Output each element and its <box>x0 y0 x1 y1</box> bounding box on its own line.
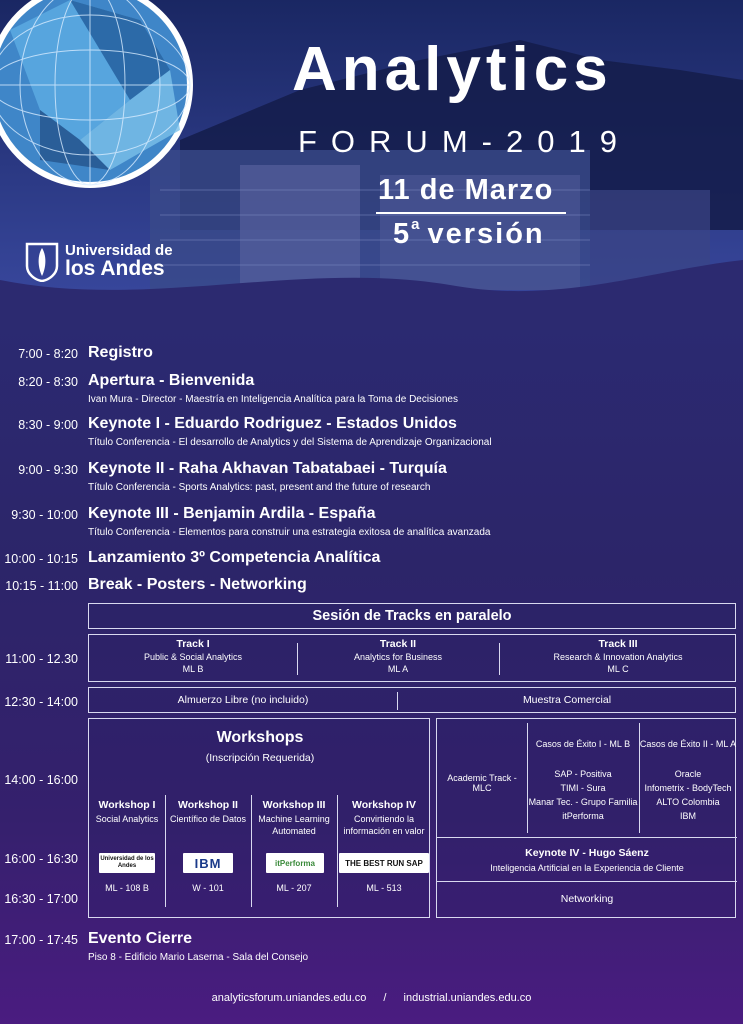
panel-hsep <box>437 837 737 838</box>
keynote-4-title: Keynote IV - Hugo Sáenz <box>525 847 649 859</box>
workshops-note: (Inscripción Requerida) <box>205 752 315 764</box>
track-desc: Public & Social Analytics <box>143 652 243 662</box>
agenda-time: 8:30 - 9:00 <box>18 418 78 432</box>
panel-hsep <box>437 881 737 882</box>
agenda-title: Break - Posters - Networking <box>88 576 307 593</box>
workshop-time: 14:00 - 16:00 <box>4 773 78 787</box>
workshop-room: ML - 108 B <box>105 883 149 893</box>
uniandes-logo: Universidad de los Andes <box>99 853 155 873</box>
globe-icon <box>0 0 205 215</box>
track-name: Track III <box>598 638 638 650</box>
agenda-title: Lanzamiento 3º Competencia Analítica <box>88 549 381 566</box>
agenda-subtitle: Título Conferencia - Sports Analytics: past, present and the future of research <box>88 482 431 493</box>
event-date: 11 de Marzo <box>378 174 554 206</box>
workshops-box <box>88 718 430 918</box>
ibm-logo: IBM <box>183 853 233 873</box>
footer-separator: / <box>383 992 387 1004</box>
track-room: ML B <box>182 664 204 674</box>
agenda-subtitle: Título Conferencia - Elementos para construir una estrategia exitosa de analítica avanzada <box>88 527 491 538</box>
academic-track: Academic Track - MLC <box>447 773 517 793</box>
track-1 <box>89 638 297 674</box>
casos-2-item: Infometrix - BodyTech <box>644 783 732 793</box>
workshop-desc: Social Analytics <box>95 814 159 824</box>
casos-1-item: Manar Tec. - Grupo Familia <box>528 797 638 807</box>
casos-2-title: Casos de Éxito II - ML A <box>639 739 737 749</box>
casos-1-title: Casos de Éxito I - ML B <box>535 739 631 749</box>
sap-logo: THE BEST RUN SAP <box>339 853 429 873</box>
tracks-box <box>88 634 736 682</box>
closing-subtitle: Piso 8 - Edificio Mario Laserna - Sala del Consejo <box>88 952 309 963</box>
track-desc: Research & Innovation Analytics <box>553 652 683 662</box>
footer <box>0 992 743 1004</box>
casos-2-item: Oracle <box>674 769 702 779</box>
casos-2-item: IBM <box>679 811 696 821</box>
lunch-time: 12:30 - 14:00 <box>4 695 78 709</box>
workshop-1 <box>89 799 165 824</box>
page-title: Analytics <box>292 35 613 104</box>
lunch-label: Almuerzo Libre (no incluido) <box>177 694 309 706</box>
university-name-line2: los Andes <box>65 257 165 280</box>
agenda-subtitle: Ivan Mura - Director - Maestría en Inteligencia Analítica para la Toma de Decisiones <box>88 394 458 405</box>
workshop-desc: Automated <box>272 826 316 836</box>
agenda-title: Keynote I - Eduardo Rodriguez - Estados Unidos <box>88 415 457 432</box>
commercial-label: Muestra Comercial <box>522 694 612 706</box>
footer-link-industrial[interactable]: industrial.uniandes.edu.co <box>403 992 532 1004</box>
track-name: Track II <box>379 638 417 650</box>
workshop-3 <box>251 799 337 836</box>
itperforma-logo: itPerforma <box>266 853 324 873</box>
workshop-desc: Científico de Datos <box>169 814 247 824</box>
right-panel <box>436 718 736 918</box>
tracks-header: Sesión de Tracks en paralelo <box>88 603 736 629</box>
track-2 <box>297 638 499 674</box>
agenda-time: 10:00 - 10:15 <box>4 552 78 566</box>
agenda-time: 10:15 - 11:00 <box>5 579 78 593</box>
networking-label: Networking <box>560 893 614 905</box>
keynote-time: 16:00 - 16:30 <box>4 852 78 866</box>
track-room: ML C <box>607 664 629 674</box>
workshop-room: ML - 207 <box>276 883 312 893</box>
workshop-2 <box>165 799 251 824</box>
track-desc: Analytics for Business <box>353 652 443 662</box>
track-room: ML A <box>387 664 409 674</box>
workshop-desc: información en valor <box>343 826 425 836</box>
workshop-name: Workshop II <box>178 799 238 811</box>
date-divider <box>376 212 566 214</box>
workshop-desc: Machine Learning <box>258 814 330 824</box>
workshops-title: Workshops <box>216 729 304 746</box>
university-shield-icon <box>25 240 59 282</box>
closing-time: 17:00 - 17:45 <box>4 933 78 947</box>
agenda-time: 9:30 - 10:00 <box>11 508 78 522</box>
closing-title: Evento Cierre <box>88 930 193 947</box>
casos-2-item: ALTO Colombia <box>656 797 720 807</box>
page-subtitle: FORUM-2019 <box>298 124 631 159</box>
casos-1-list <box>527 767 639 823</box>
workshop-desc: Convirtiendo la <box>353 814 415 824</box>
workshop-name: Workshop IV <box>352 799 416 811</box>
workshop-room: ML - 513 <box>366 883 402 893</box>
event-version: 5$^a$ versión <box>393 216 545 250</box>
track-3 <box>499 638 737 674</box>
footer-link-forum[interactable]: analyticsforum.uniandes.edu.co <box>211 992 367 1004</box>
agenda-time: 8:20 - 8:30 <box>18 375 78 389</box>
workshop-name: Workshop I <box>98 799 156 811</box>
track-name: Track I <box>176 638 210 650</box>
agenda-subtitle: Título Conferencia - El desarrollo de Analytics y del Sistema de Aprendizaje Organizacional <box>88 437 492 448</box>
casos-1-item: itPerforma <box>562 811 604 821</box>
networking-time: 16:30 - 17:00 <box>4 892 78 906</box>
agenda-title: Registro <box>88 344 153 361</box>
agenda-time: 9:00 - 9:30 <box>18 463 78 477</box>
university-name-line1: Universidad de <box>65 242 173 259</box>
workshop-name: Workshop III <box>262 799 326 811</box>
casos-1-item: TIMI - Sura <box>560 783 606 793</box>
workshop-room: W - 101 <box>192 883 224 893</box>
agenda-title: Apertura - Bienvenida <box>88 372 255 389</box>
casos-2-list <box>639 767 737 823</box>
workshop-4 <box>337 799 431 836</box>
agenda-title: Keynote II - Raha Akhavan Tabatabaei - Turquía <box>88 460 447 477</box>
casos-1-item: SAP - Positiva <box>554 769 612 779</box>
lunch-box <box>88 687 736 713</box>
agenda-time: 7:00 - 8:20 <box>18 347 78 361</box>
tracks-time: 11:00 - 12.30 <box>5 652 78 666</box>
agenda-title: Keynote III - Benjamin Ardila - España <box>88 505 376 522</box>
keynote-4-sub: Inteligencia Artificial en la Experiencia de Cliente <box>490 863 684 873</box>
university-logo <box>25 240 175 285</box>
